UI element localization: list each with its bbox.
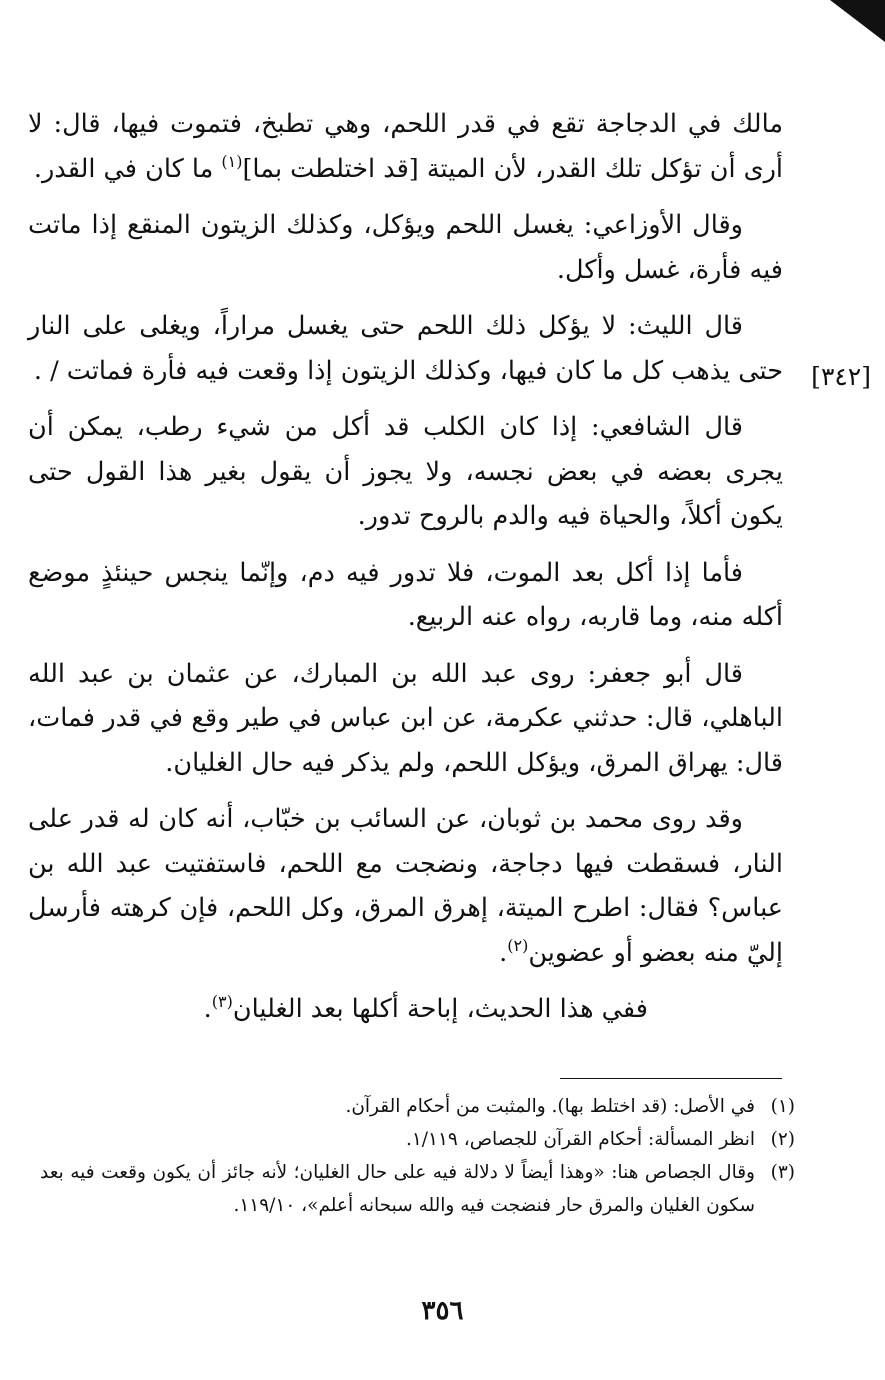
paragraph-awzai: وقال الأوزاعي: يغسل اللحم ويؤكل، وكذلك الزيتون المنقع إذا ماتت فيه فأرة، غسل وأكل. [28,210,783,285]
footnote-divider [560,1078,782,1079]
paragraph-shafii: قال الشافعي: إذا كان الكلب قد أكل من شيء رطب، يمكن أن يجرى بعضه في بعض نجسه، ولا يجوز أن يقول بغير هذا القول حتى يكون أكلاً، والحياة فيه والدم بالروح تدور. [28,412,783,531]
paragraph-layth: قال الليث: لا يؤكل ذلك اللحم حتى يغسل مراراً، ويغلى على النار حتى يذهب كل ما كان فيها، وكذلك الزيتون إذا وقعت فيه فأرة فماتت / . [28,311,783,386]
footnote-ref-2[interactable]: (٢) [507,935,529,955]
footnotes [40,1090,795,1222]
footnote-ref-3[interactable]: (٣) [211,992,233,1011]
paragraph-abu-jafar: قال أبو جعفر: روى عبد الله بن المبارك، عن عثمان بن عبد الله الباهلي، قال: حدثني عكرمة، عن ابن عباس في طير وقع في قدر فمات، قال: يهراق المرق، ويؤكل اللحم، ولم يذكر فيه حال الغليان. [28,658,783,778]
footnote-ref-1[interactable]: (١) [221,151,243,171]
manuscript-page-reference: [٣٤٢] [811,362,871,391]
paragraph-conclusion: ففي هذا الحديث، إباحة أكلها بعد الغليان$^{(٣)}$. [203,992,648,1024]
footnote-text: وقال الجصاص هنا: «وهذا أيضاً لا دلالة فيه على حال الغليان؛ لأنه جائز أن يكون وقعت فيه بعد سكون الغليان والمرق حار فنضجت فيه والله سبحانه أعلم»، ١١٩/١٠. [40,1162,755,1216]
footnote-3 [40,1156,795,1222]
paragraph-after-death: فأما إذا أكل بعد الموت، فلا تدور فيه دم، وإنّما ينجس حينئذٍ موضع أكله منه، وما قاربه، رواه عنه الربيع. [28,557,783,632]
paragraph-malik: مالك في الدجاجة تقع في قدر اللحم، وهي تطبخ، فتموت فيها، قال: لا أرى أن تؤكل تلك القدر، لأن الميتة [قد اختلطت بما]$^{(١)}$ ما كان في القدر. [28,109,783,184]
footnote-text: في الأصل: (قد اختلط بها). والمثبت من أحكام القرآن. [345,1096,755,1117]
footnote-number: (٢) [770,1129,795,1150]
footnote-number: (١) [770,1096,795,1117]
footnote-1 [40,1090,795,1123]
main-text [28,102,783,1044]
page-number: ٣٥٦ [421,1296,464,1326]
footnote-number: (٣) [770,1162,795,1183]
corner-triangle-mark [830,0,885,42]
footnote-2 [40,1123,795,1156]
footnote-text: انظر المسألة: أحكام القرآن للجصاص، ١/١١٩. [405,1129,755,1150]
paragraph-ibn-thawban: وقد روى محمد بن ثوبان، عن السائب بن خبّاب، أنه كان له قدر على النار، فسقطت فيها دجاجة، ونضجت مع اللحم، فاستفتيت عبد الله بن عباس؟ فقال: اطرح الميتة، إهرق المرق، وكل اللحم، فإن كرهته فأرسل إليّ منه بعضو أو عضوين$^{(٢)}$. [28,804,783,968]
